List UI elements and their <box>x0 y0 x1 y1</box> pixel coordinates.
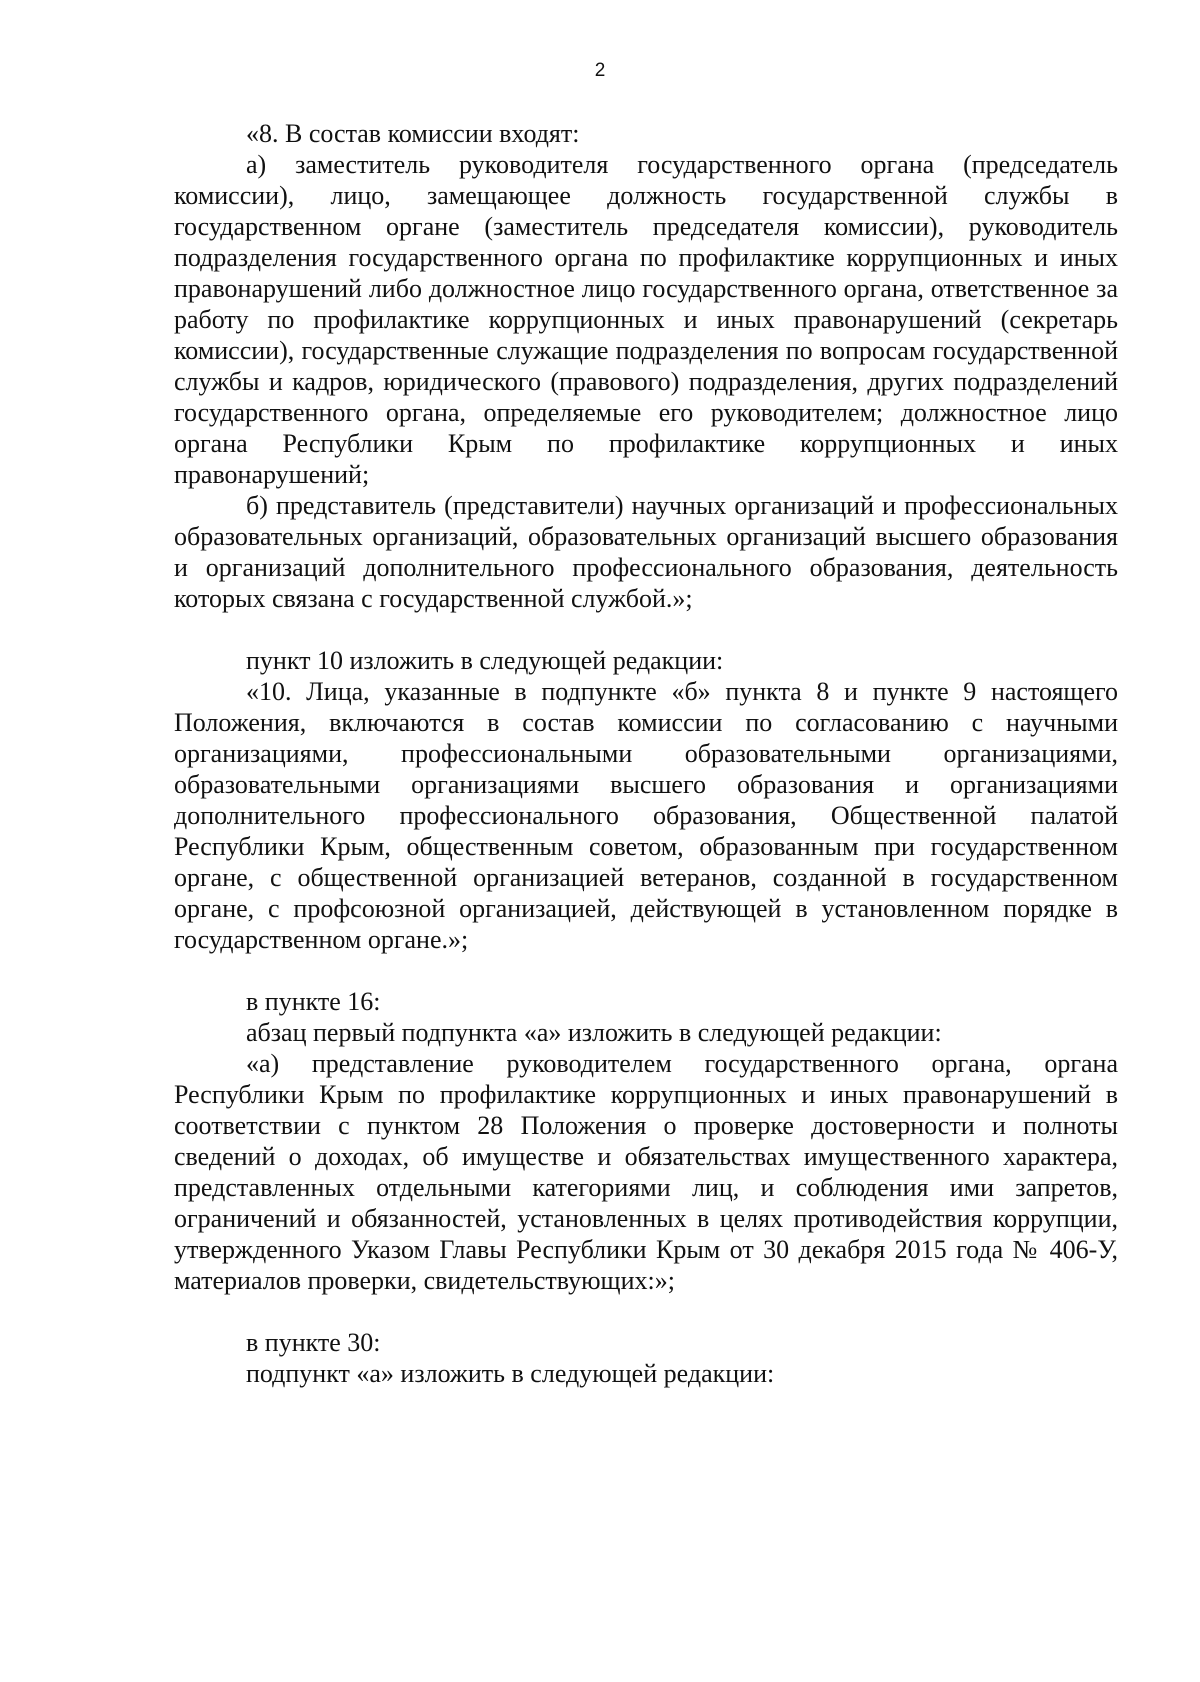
paragraph-item-10-text: «10. Лица, указанные в подпункте «б» пункта 8 и пункте 9 настоящего Положения, включаются в состав комиссии по согласованию с научными организациями, профессиональными образовательными организациями, образовательными организациями высшего образования и организациями дополнительного профессионального образования, Общественной палатой Республики Крым, общественным советом, образованным при государственном органе, с общественной организацией ветеранов, созданной в государственном органе, с профсоюзной организацией, действующей в установленном порядке в государственном органе.»; <box>174 677 1118 954</box>
paragraph-item-10-instruction: пункт 10 изложить в следующей редакции: <box>246 646 724 675</box>
paragraph-item-30-heading: в пункте 30: <box>246 1328 381 1357</box>
paragraph-item-8-intro: «8. В состав комиссии входят: <box>246 119 580 148</box>
paragraph-subitem-a: а) заместитель руководителя государственного органа (председатель комиссии), лицо, замещающее должность государственной службы в государственном органе (заместитель председателя комиссии), руководитель подразделения государственного органа по профилактике коррупционных и иных правонарушений либо должностное лицо государственного органа, ответственное за работу по профилактике коррупционных и иных правонарушений (секретарь комиссии), государственные служащие подразделения по вопросам государственной службы и кадров, юридического (правового) подразделения, других подразделений государственного органа, определяемые его руководителем; должностное лицо органа Республики Крым по профилактике коррупционных и иных правонарушений; <box>174 150 1118 489</box>
paragraph-subitem-b: б) представитель (представители) научных организаций и профессиональных образовательных организаций, образовательных организаций высшего образования и организаций дополнительного профессионального образования, деятельность которых связана с государственной службой.»; <box>174 491 1118 613</box>
document-body <box>174 118 1118 1389</box>
paragraph-item-30-instruction: подпункт «а» изложить в следующей редакции: <box>246 1359 775 1388</box>
paragraph-item-16-instruction: абзац первый подпункта «а» изложить в следующей редакции: <box>246 1018 942 1047</box>
paragraph-item-16-text: «а) представление руководителем государственного органа, органа Республики Крым по профилактике коррупционных и иных правонарушений в соответствии с пунктом 28 Положения о проверке достоверности и полноты сведений о доходах, об имуществе и обязательствах имущественного характера, представленных отдельными категориями лиц, и соблюдения ими запретов, ограничений и обязанностей, установленных в целях противодействия коррупции, утвержденного Указом Главы Республики Крым от 30 декабря 2015 года № 406-У, материалов проверки, свидетельствующих:»; <box>174 1049 1118 1295</box>
paragraph-item-16-heading: в пункте 16: <box>246 987 381 1016</box>
page-number: 2 <box>594 60 606 81</box>
